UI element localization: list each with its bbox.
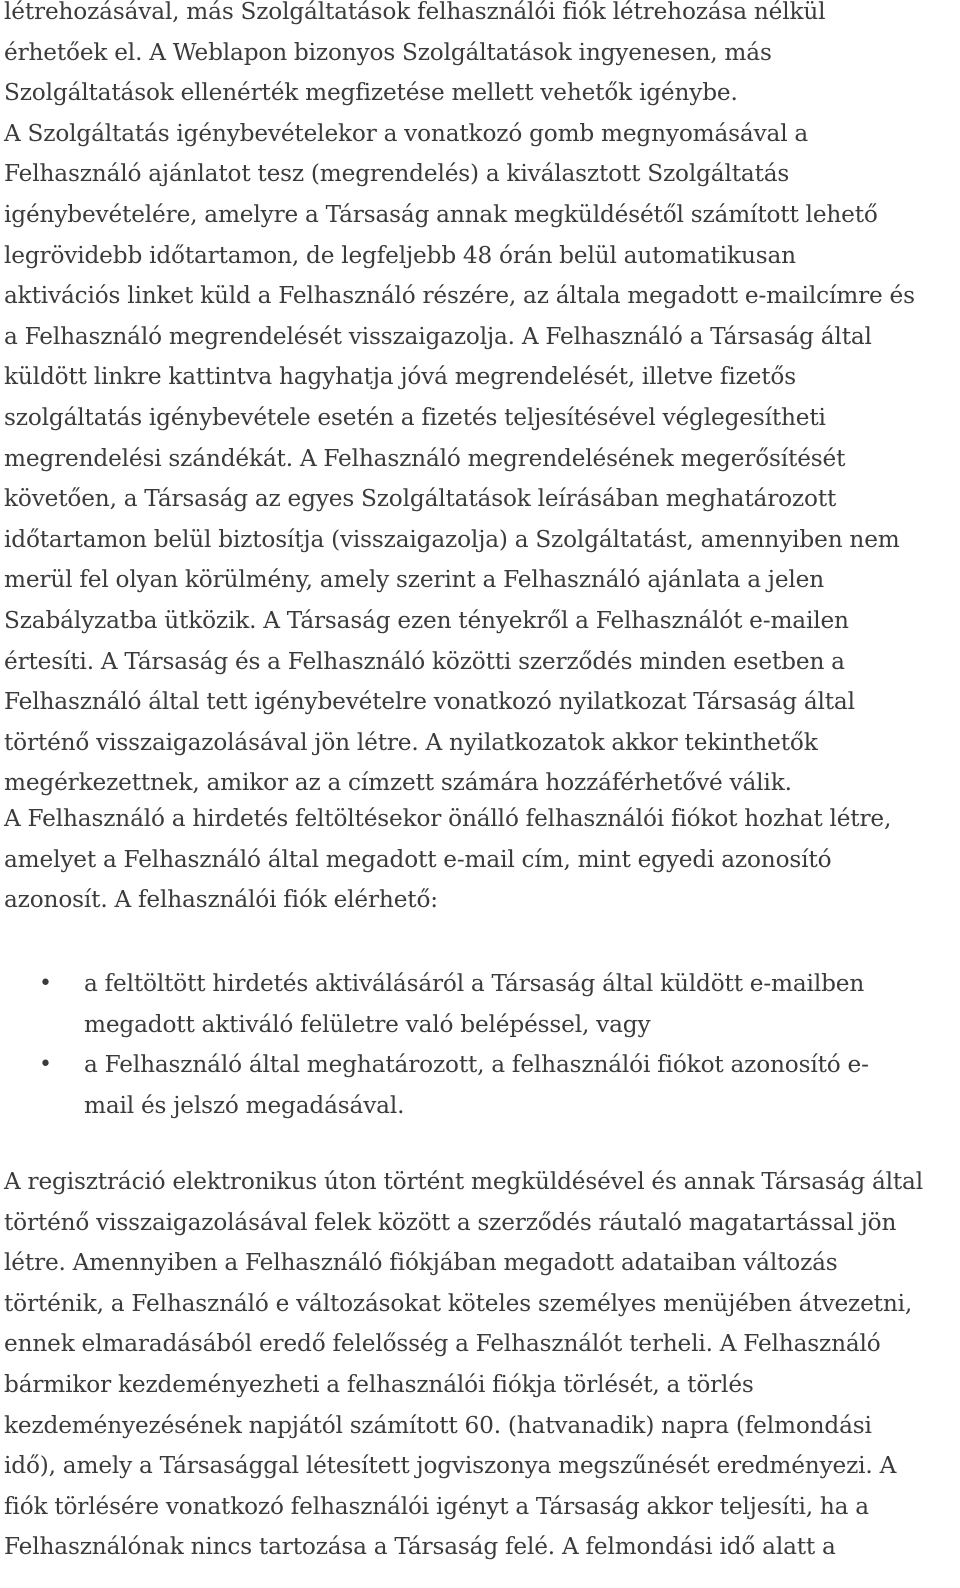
text-line: küldött linkre kattintva hagyhatja jóvá megrendelését, illetve fizetős <box>4 363 796 391</box>
text-line: a Felhasználó által meghatározott, a felhasználói fiókot azonosító e- <box>84 1051 869 1079</box>
text-line: történő visszaigazolásával jön létre. A nyilatkozatok akkor tekinthetők <box>4 728 818 756</box>
text-line: Szabályzatba ütközik. A Társaság ezen tényekről a Felhasználót e-mailen <box>4 606 849 634</box>
text-line: azonosít. A felhasználói fiók elérhető: <box>4 886 438 914</box>
text-line: aktivációs linket küld a Felhasználó részére, az általa megadott e-mailcímre és <box>4 282 915 310</box>
text-line: megrendelési szándékát. A Felhasználó megrendelésének megerősítését <box>4 444 846 472</box>
text-line: a Felhasználó megrendelését visszaigazolja. A Felhasználó a Társaság által <box>4 322 872 350</box>
list-item <box>4 964 954 1045</box>
text-line: igénybevételére, amelyre a Társaság annak megküldésétől számított lehető <box>4 200 878 228</box>
bullet-icon: • <box>39 971 52 996</box>
paragraph-service-ordering <box>4 0 954 804</box>
text-line: történik, a Felhasználó e változásokat köteles személyes menüjében átvezetni, <box>4 1289 913 1317</box>
text-line: mail és jelszó megadásával. <box>84 1091 405 1119</box>
text-line: időtartamon belül biztosítja (visszaigazolja) a Szolgáltatást, amennyiben nem <box>4 525 900 553</box>
text-line: ennek elmaradásából eredő felelősség a Felhasználót terheli. A Felhasználó <box>4 1330 881 1358</box>
text-line: követően, a Társaság az egyes Szolgáltatások leírásában meghatározott <box>4 485 837 513</box>
text-line: legrövidebb időtartamon, de legfeljebb 48 órán belül automatikusan <box>4 241 796 269</box>
paragraph-user-account <box>4 799 954 921</box>
text-line: amelyet a Felhasználó által megadott e-mail cím, mint egyedi azonosító <box>4 845 832 873</box>
text-line: Felhasználónak nincs tartozása a Társaság felé. A felmondási idő alatt a <box>4 1533 836 1561</box>
text-line: szolgáltatás igénybevétele esetén a fizetés teljesítésével véglegesítheti <box>4 403 826 431</box>
text-line: Felhasználó ajánlatot tesz (megrendelés) a kiválasztott Szolgáltatás <box>4 160 790 188</box>
text-line: érhetőek el. A Weblapon bizonyos Szolgáltatások ingyenesen, más <box>4 38 772 66</box>
text-line: kezdeményezésének napjától számított 60. (hatvanadik) napra (felmondási <box>4 1411 872 1439</box>
text-line: merül fel olyan körülmény, amely szerint a Felhasználó ajánlata a jelen <box>4 566 825 594</box>
text-line: A Szolgáltatás igénybevételekor a vonatkozó gomb megnyomásával a <box>4 119 809 147</box>
text-line: idő), amely a Társasággal létesített jogviszonya megszűnését eredményezi. A <box>4 1452 897 1480</box>
text-line: Szolgáltatások ellenérték megfizetése mellett vehetők igénybe. <box>4 79 738 107</box>
text-line: fiók törlésére vonatkozó felhasználói igényt a Társaság akkor teljesíti, ha a <box>4 1492 869 1520</box>
text-line: értesíti. A Társaság és a Felhasználó közötti szerződés minden esetben a <box>4 647 845 675</box>
text-line: A Felhasználó a hirdetés feltöltésekor önálló felhasználói fiókot hozhat létre, <box>4 805 892 832</box>
account-access-list <box>4 964 954 1126</box>
text-line: létre. Amennyiben a Felhasználó fiókjában megadott adataiban változás <box>4 1249 838 1277</box>
text-line: megérkezettnek, amikor az a címzett számára hozzáférhetővé válik. <box>4 769 792 797</box>
text-line: bármikor kezdeményezheti a felhasználói fiókja törlését, a törlés <box>4 1370 754 1398</box>
bullet-icon: • <box>39 1052 52 1078</box>
text-line: a feltöltött hirdetés aktiválásáról a Társaság által küldött e-mailben <box>84 970 865 997</box>
paragraph-registration <box>4 1162 954 1568</box>
text-line: A regisztráció elektronikus úton történt megküldésével és annak Társaság által <box>4 1168 923 1195</box>
list-item <box>4 1045 954 1126</box>
text-line: létrehozásával, más Szolgáltatások felhasználói fiók létrehozása nélkül <box>4 0 826 25</box>
text-line: megadott aktiváló felületre való belépéssel, vagy <box>84 1010 651 1038</box>
text-line: Felhasználó által tett igénybevételre vonatkozó nyilatkozat Társaság által <box>4 688 855 716</box>
text-line: történő visszaigazolásával felek között a szerződés ráutaló magatartással jön <box>4 1208 897 1236</box>
